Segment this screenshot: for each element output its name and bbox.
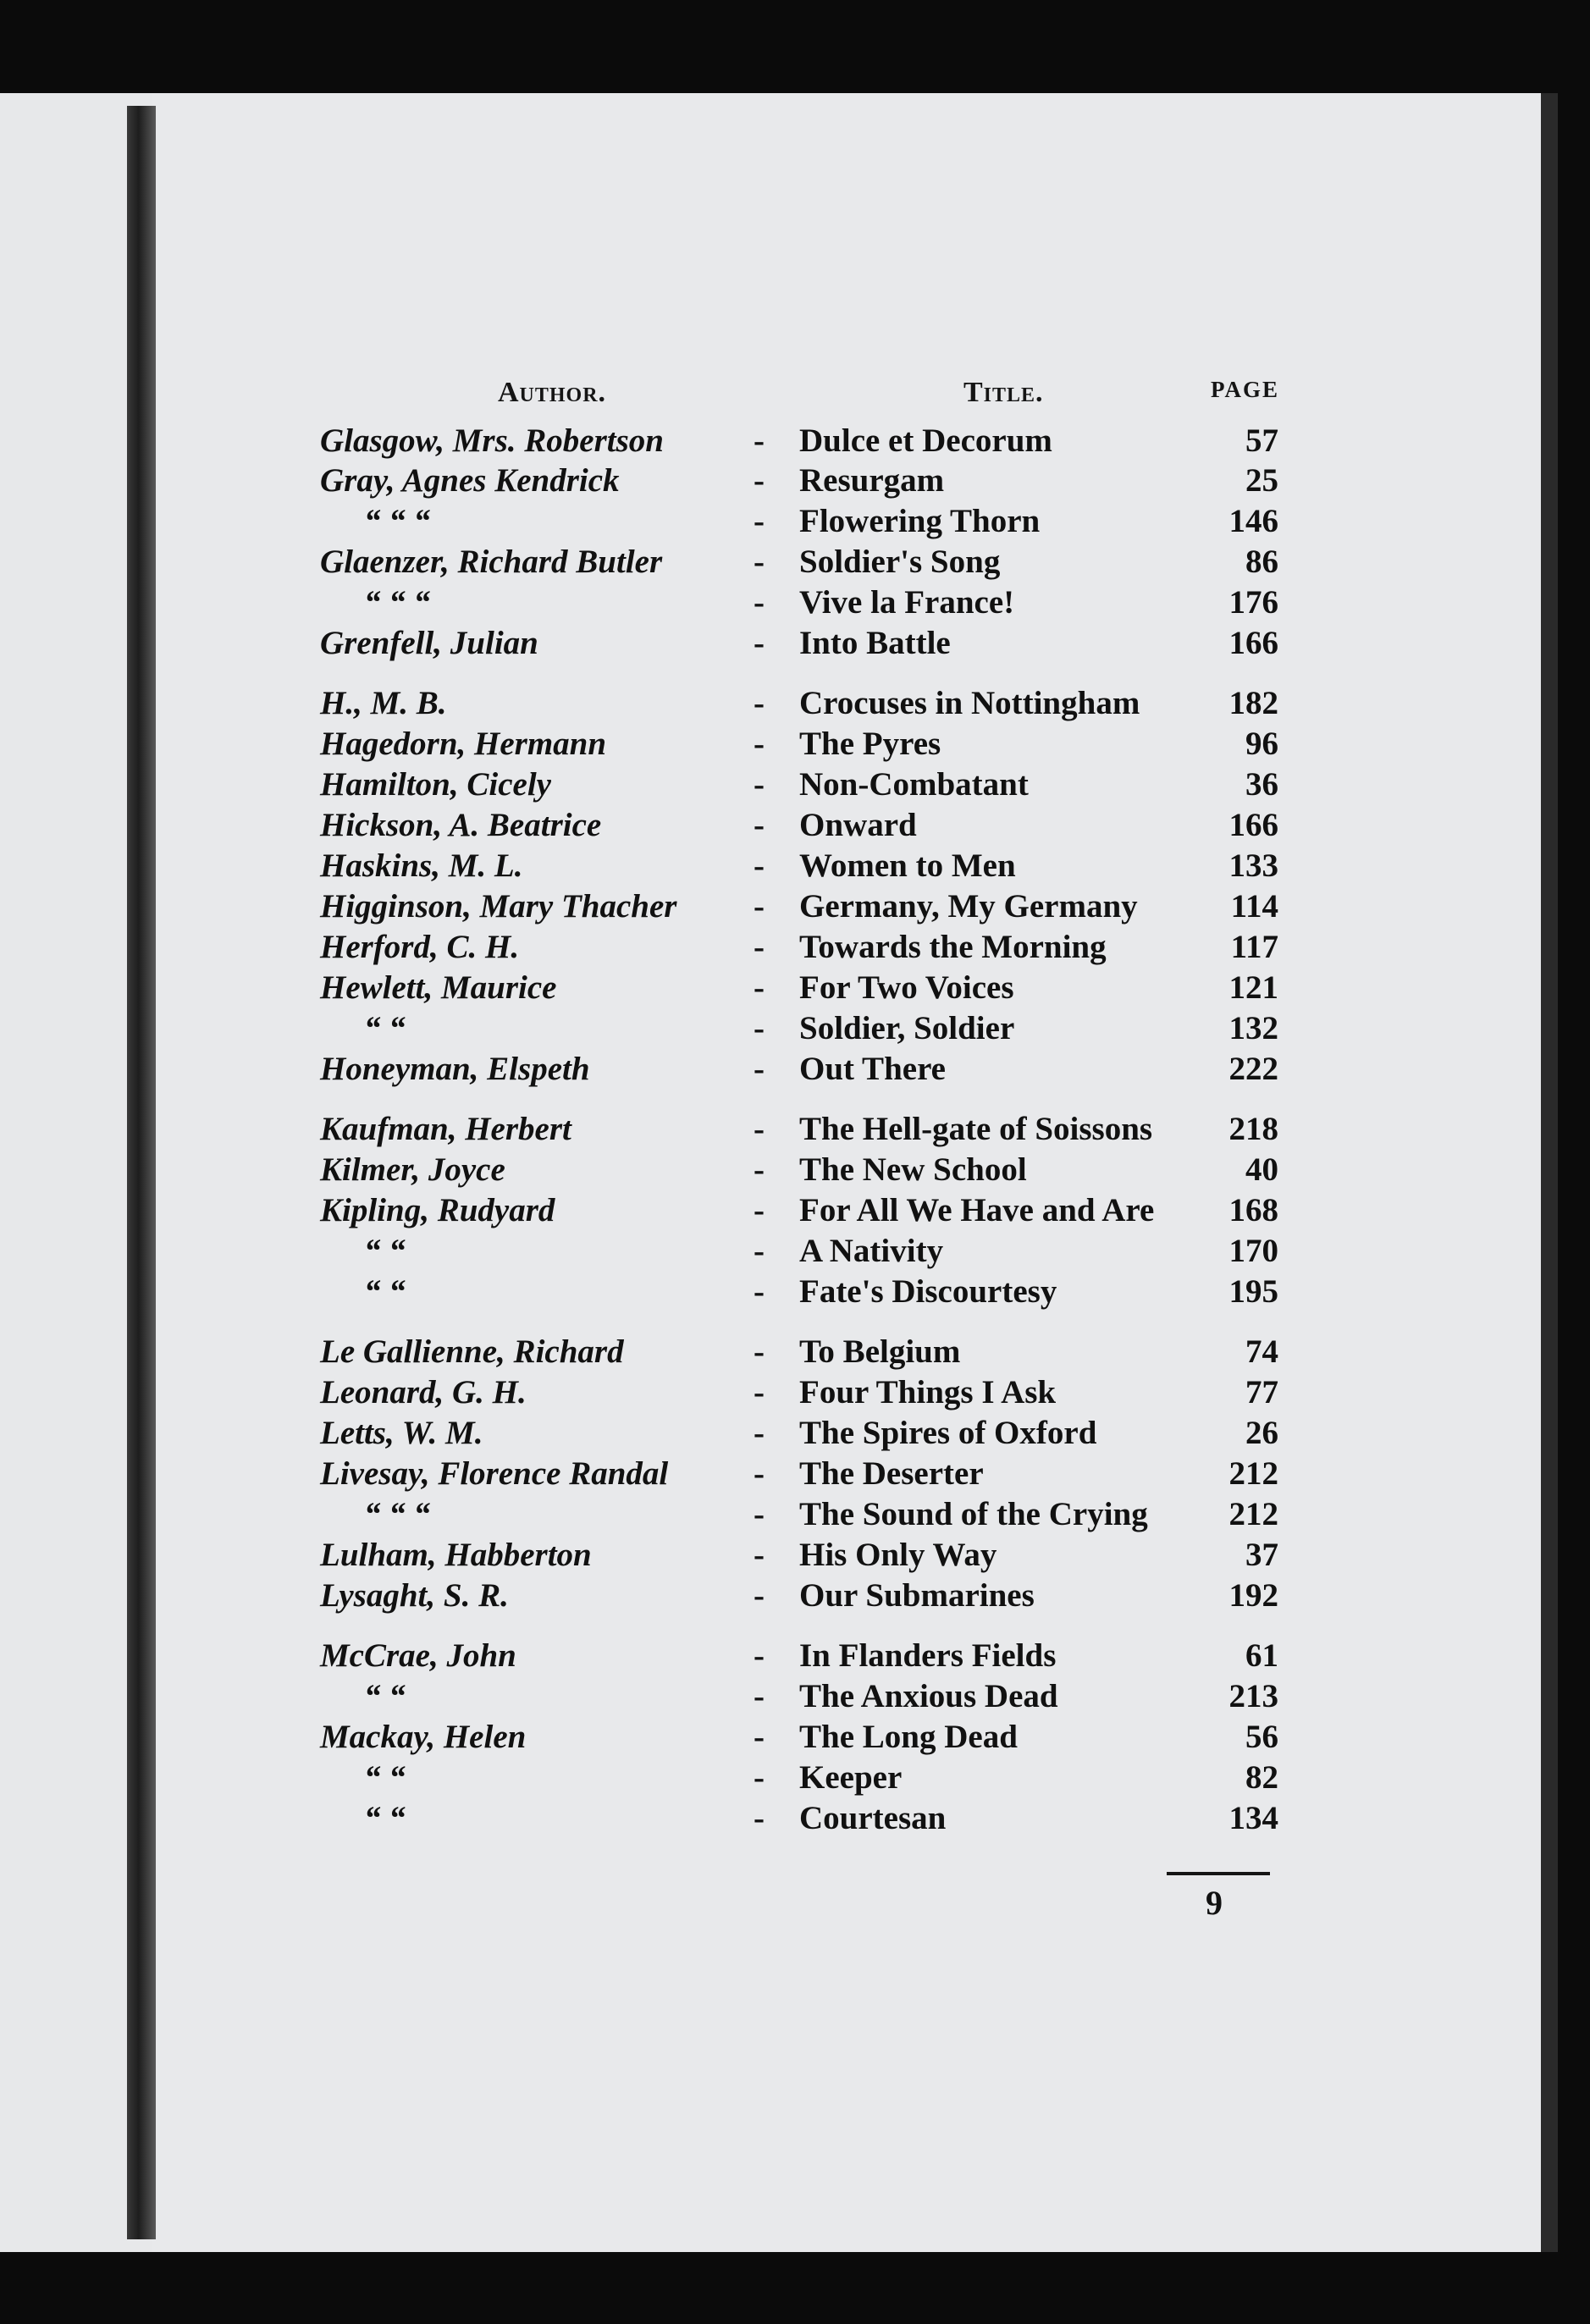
entry-author: Hagedorn, Hermann: [320, 726, 607, 762]
entry-author: “ “: [364, 1010, 406, 1046]
entry-page: 166: [1228, 625, 1278, 661]
entry-page: 170: [1228, 1233, 1278, 1269]
entry-title: The Spires of Oxford: [799, 1415, 1097, 1451]
entry-author: Kipling, Rudyard: [320, 1192, 555, 1228]
entry-author: Hamilton, Cicely: [320, 766, 551, 803]
toc-entry: [0, 1414, 1590, 1453]
toc-entry: [0, 928, 1590, 967]
entry-title: Dulce et Decorum: [799, 422, 1052, 459]
toc-entry: [0, 1110, 1590, 1149]
entry-author: “ “: [364, 1233, 406, 1269]
entry-title: Into Battle: [799, 625, 951, 661]
entry-author: Glasgow, Mrs. Robertson: [320, 422, 664, 459]
dash-leader: -: [754, 1800, 765, 1836]
page-header: PAGE: [1211, 377, 1279, 402]
toc-entry: [0, 543, 1590, 582]
entry-title: Courtesan: [799, 1800, 947, 1836]
entry-author: Mackay, Helen: [320, 1719, 527, 1755]
dash-leader: -: [754, 1010, 765, 1046]
toc-entry: [0, 1758, 1590, 1797]
entry-title: The Sound of the Crying: [799, 1496, 1148, 1532]
toc-entry: [0, 1455, 1590, 1493]
toc-entry: [0, 583, 1590, 622]
dash-leader: -: [754, 1759, 765, 1796]
entry-author: Grenfell, Julian: [320, 625, 538, 661]
entry-author: “ “: [364, 1800, 406, 1836]
toc-entry: [0, 1232, 1590, 1271]
entry-page: 74: [1245, 1333, 1278, 1370]
toc-entry: [0, 624, 1590, 663]
entry-title: Non-Combatant: [799, 766, 1029, 803]
entry-page: 114: [1230, 888, 1278, 925]
toc-entry: [0, 765, 1590, 804]
toc-entry: [0, 847, 1590, 886]
entry-page: 168: [1228, 1192, 1278, 1228]
footer-rule: [1167, 1872, 1270, 1875]
dash-leader: -: [754, 422, 765, 459]
entry-page: 82: [1245, 1759, 1278, 1796]
entry-page: 37: [1245, 1537, 1278, 1573]
dash-leader: -: [754, 462, 765, 499]
dash-leader: -: [754, 1333, 765, 1370]
entry-title: Four Things I Ask: [799, 1374, 1057, 1410]
entry-page: 25: [1245, 462, 1278, 499]
entry-author: “ “: [364, 1759, 406, 1796]
toc-entry: [0, 1536, 1590, 1575]
entry-author: Glaenzer, Richard Butler: [320, 544, 663, 580]
toc-entry: [0, 461, 1590, 500]
toc-entry: [0, 1677, 1590, 1716]
entry-page: 192: [1228, 1577, 1278, 1614]
dash-leader: -: [754, 584, 765, 621]
entry-title: A Nativity: [799, 1233, 944, 1269]
entry-page: 195: [1228, 1273, 1278, 1310]
dash-leader: -: [754, 1577, 765, 1614]
entry-author: “ “ “: [364, 1496, 430, 1532]
entry-title: In Flanders Fields: [799, 1637, 1057, 1674]
entry-author: Le Gallienne, Richard: [320, 1333, 624, 1370]
entry-page: 212: [1228, 1455, 1278, 1492]
entry-page: 182: [1228, 685, 1278, 721]
entry-title: The Pyres: [799, 726, 941, 762]
dash-leader: -: [754, 1496, 765, 1532]
entry-page: 222: [1228, 1051, 1278, 1087]
toc-entry: [0, 1009, 1590, 1048]
title-header: Title.: [963, 377, 1044, 408]
entry-page: 121: [1228, 969, 1278, 1006]
dash-leader: -: [754, 1233, 765, 1269]
dash-leader: -: [754, 726, 765, 762]
entry-page: 86: [1245, 544, 1278, 580]
dash-leader: -: [754, 625, 765, 661]
entry-title: The New School: [799, 1151, 1027, 1188]
dash-leader: -: [754, 766, 765, 803]
toc-entry: [0, 969, 1590, 1007]
entry-author: Higginson, Mary Thacher: [320, 888, 677, 925]
dash-leader: -: [754, 1151, 765, 1188]
entry-author: Letts, W. M.: [320, 1415, 483, 1451]
dash-leader: -: [754, 503, 765, 539]
dash-leader: -: [754, 1273, 765, 1310]
entry-title: Onward: [799, 807, 917, 843]
entry-title: Towards the Morning: [799, 929, 1107, 965]
entry-page: 218: [1228, 1111, 1278, 1147]
entry-page: 36: [1245, 766, 1278, 803]
entry-title: The Anxious Dead: [799, 1678, 1058, 1714]
dash-leader: -: [754, 929, 765, 965]
entry-title: The Long Dead: [799, 1719, 1018, 1755]
entry-title: Flowering Thorn: [799, 503, 1041, 539]
dash-leader: -: [754, 1678, 765, 1714]
entry-title: Resurgam: [799, 462, 945, 499]
toc-entry: [0, 684, 1590, 723]
entry-page: 77: [1245, 1374, 1278, 1410]
dash-leader: -: [754, 544, 765, 580]
entry-author: “ “ “: [364, 584, 430, 621]
entry-author: Kilmer, Joyce: [320, 1151, 505, 1188]
entry-title: To Belgium: [799, 1333, 961, 1370]
entry-title: Soldier's Song: [799, 544, 1001, 580]
toc-entry: [0, 1191, 1590, 1230]
entry-page: 132: [1228, 1010, 1278, 1046]
toc-entry: [0, 1576, 1590, 1615]
entry-title: For All We Have and Are: [799, 1192, 1155, 1228]
toc-entry: [0, 1495, 1590, 1534]
toc-entry: [0, 1373, 1590, 1412]
entry-author: “ “: [364, 1678, 406, 1714]
entry-author: Lulham, Habberton: [320, 1537, 592, 1573]
dash-leader: -: [754, 1051, 765, 1087]
entry-author: Hickson, A. Beatrice: [320, 807, 602, 843]
entry-title: For Two Voices: [799, 969, 1014, 1006]
toc-entry: [0, 422, 1590, 461]
entry-page: 212: [1228, 1496, 1278, 1532]
toc-entry: [0, 1637, 1590, 1675]
entry-page: 57: [1245, 422, 1278, 459]
entry-author: H., M. B.: [320, 685, 447, 721]
entry-title: Vive la France!: [799, 584, 1015, 621]
toc-entry: [0, 806, 1590, 845]
dash-leader: -: [754, 1192, 765, 1228]
entry-author: McCrae, John: [320, 1637, 516, 1674]
entry-title: Out There: [799, 1051, 946, 1087]
entry-page: 133: [1228, 847, 1278, 884]
toc-entry: [0, 1151, 1590, 1190]
entry-page: 134: [1228, 1800, 1278, 1836]
entry-title: Crocuses in Nottingham: [799, 685, 1140, 721]
dash-leader: -: [754, 1637, 765, 1674]
toc-entry: [0, 1050, 1590, 1089]
toc-entry: [0, 1272, 1590, 1311]
entry-author: Honeyman, Elspeth: [320, 1051, 590, 1087]
entry-author: Kaufman, Herbert: [320, 1111, 571, 1147]
dash-leader: -: [754, 847, 765, 884]
entry-title: Fate's Discourtesy: [799, 1273, 1057, 1310]
dash-leader: -: [754, 1111, 765, 1147]
entry-page: 213: [1228, 1678, 1278, 1714]
entry-title: Women to Men: [799, 847, 1016, 884]
toc-entry: [0, 1799, 1590, 1838]
dash-leader: -: [754, 888, 765, 925]
entry-title: Soldier, Soldier: [799, 1010, 1015, 1046]
entry-page: 166: [1228, 807, 1278, 843]
toc-entry: [0, 502, 1590, 541]
dash-leader: -: [754, 1455, 765, 1492]
entry-author: Lysaght, S. R.: [320, 1577, 509, 1614]
entry-page: 146: [1228, 503, 1278, 539]
entry-author: “ “ “: [364, 503, 430, 539]
entry-page: 61: [1245, 1637, 1278, 1674]
entry-title: Our Submarines: [799, 1577, 1035, 1614]
entry-page: 117: [1230, 929, 1278, 965]
entry-title: Germany, My Germany: [799, 888, 1138, 925]
toc-entry: [0, 1718, 1590, 1757]
entry-author: Leonard, G. H.: [320, 1374, 527, 1410]
page-number: 9: [1206, 1884, 1223, 1922]
entry-page: 26: [1245, 1415, 1278, 1451]
entry-author: Gray, Agnes Kendrick: [320, 462, 620, 499]
dash-leader: -: [754, 1374, 765, 1410]
entry-title: The Hell-gate of Soissons: [799, 1111, 1153, 1147]
entry-page: 96: [1245, 726, 1278, 762]
dash-leader: -: [754, 685, 765, 721]
entry-title: Keeper: [799, 1759, 903, 1796]
entry-author: “ “: [364, 1273, 406, 1310]
entry-author: Hewlett, Maurice: [320, 969, 557, 1006]
toc-entry: [0, 725, 1590, 764]
entry-page: 176: [1228, 584, 1278, 621]
entry-author: Haskins, M. L.: [320, 847, 523, 884]
entry-page: 56: [1245, 1719, 1278, 1755]
dash-leader: -: [754, 969, 765, 1006]
toc-entry: [0, 887, 1590, 926]
dash-leader: -: [754, 1415, 765, 1451]
author-header: Author.: [498, 377, 607, 408]
entry-page: 40: [1245, 1151, 1278, 1188]
toc-entry: [0, 1333, 1590, 1372]
entry-title: His Only Way: [799, 1537, 997, 1573]
dash-leader: -: [754, 1719, 765, 1755]
entry-author: Livesay, Florence Randal: [320, 1455, 669, 1492]
entry-title: The Deserter: [799, 1455, 984, 1492]
entry-author: Herford, C. H.: [320, 929, 520, 965]
dash-leader: -: [754, 1537, 765, 1573]
dash-leader: -: [754, 807, 765, 843]
